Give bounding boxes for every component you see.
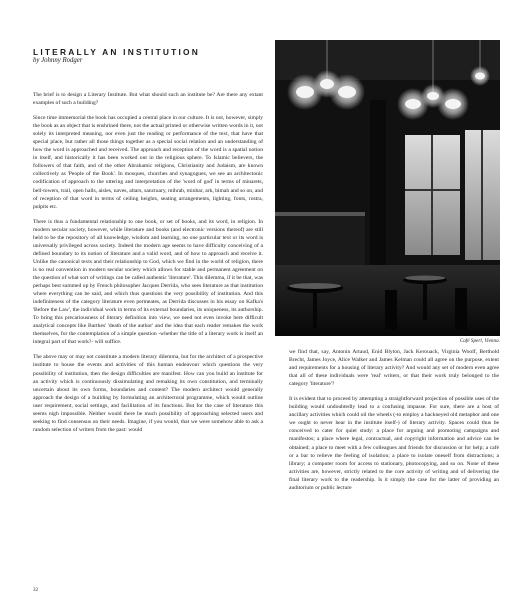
right-column <box>289 348 499 499</box>
left-column <box>33 91 263 441</box>
page-number: 32 <box>33 588 38 593</box>
left-paragraph-4: The above may or may not constitute a modern literary dilemma, but for the architect of a prospective institute to house the events and activities of this human endeavour which questions the very possibility of institution, then the design difficulties are manifest. How can you build an institute for an activity which is continuously dissimulating and remaking its own constitution, and terminally uncertain about its own forms, boundaries and content? The modern architect would generally approach the design of a building by formulating an architectural programme, which would outline user requirement, social settings, and facilitation of its functions. But for the case of literature this seems nigh impossible. Neither would there be much possibility of approaching selected users and seeking to find consensus on their needs. Imagine, if you would, that we were somehow able to ask a random selection of writers from the past: would <box>33 354 263 433</box>
right-paragraph-1: we find that, say, Antonin Artaud, Enid Blyton, Jack Kerouack, Virginia Woolf, Berthold Brecht, James Joyce, Alice Walker and James Kelman could all agree on the purpose, extent and requirements for a housing of literary activity? And would any set of modern even agree that all of these individuals were 'real' writers, or that their work truly belonged to the category 'literature'? <box>289 349 499 388</box>
cafe-interior-illustration <box>275 40 500 336</box>
left-paragraph-1: The brief is to design a Literary Institute. But what should such an institute be? Are there any extant examples of such a building? <box>33 92 263 107</box>
right-paragraph-2: It is evident that to proceed by attempting a straightforward projection of possible uses of the building would undoubtedly lead to a confusing impasse. For sure, there are a host of ancillary activities which could oil the wheels (-to employ a hackneyed old metaphor and one we ought to never hear in the institute itself-) of literary activity. Spaces could thus be conceived to cater for quiet study: a place for arguing and promoting campaigns and manifestos; a place where legal, contractual, and copyright information and advice can be obtained; a place to meet with a few colleagues and friends for discussion or for help; a café or a bar to relieve the feeling of isolation; a place to isolate oneself from distractions; a library; a computer room for access to stationary, photocopying, and so on. None of these activities are, however, strictly related to the core activity of writing and of delivering the final literary work to the readership. Is it simply the case for the latter of providing an auditorium or public lecture <box>289 396 499 491</box>
article-byline: by Johnny Rodger <box>33 57 83 64</box>
cafe-interior-photo <box>275 40 500 336</box>
article-title: LITERALLY AN INSTITUTION <box>33 47 200 57</box>
photo-caption: Café Sperl, Vienna. <box>459 338 500 344</box>
left-paragraph-3: There is thus a fundamental relationship to one book, or set of books, and its word, in religion. In modern secular society, however, while literature and books (and electronic versions thereof) are still held to be the repository of all knowledge, wisdom and learning, no one particular text or its word is universally privileged across society. Indeed the modern age seems to have difficulty conceiving of a defined boundary to its notion of literature and a valid word, and of how to approach and receive it. Unlike the canonical texts and their relationship to God, which we find in the world of religion, there is no real convention in modern secular society which allows for stable and permanent agreement on the question of what sort of writings can be called authentic 'literature'. This dilemma, if it be that, was perhaps best summed up by French philosopher Jacques Derrida, who sees literature as that institution where everything can be said, and which thus questions the very possibility of institution. And this indefiniteness of the category literature even permeates, as Derrida discusses in his essay on Kafka's 'Before the Law', the individual work in terms of its external boundaries, its uniqueness, its authorship. To bring this precariousness of literary definition into view, we need not even invoke here difficult analytical concepts like Barthes' 'death of the author' and the idea that each reader remakes the work themselves, for the contemplation of a simple question -whether the title of a literary work is itself an integral part of that work?- will suffice. <box>33 218 263 346</box>
left-paragraph-2: Since time immemorial the book has occupied a central place in our culture. It is not, however, simply the book as an object that is enshrined there, not the actual printed or otherwise written words in it, not solely its interpreted meaning, nor even just the reading or performance of the text, that have that special place, but rather all those things together as a special social relation and an understanding of how the word is approached and received. The approach and reception of the word is a spatial notion in itself, and historically it has been worked out in the religious sphere. To Islamic believers, the followers of that faith, and of the other Abrahamic religions, Christianity and Judaism, are known collectively as 'People of the Book'. In mosques, churches and synagogues, we see an architectonic codification of approach to the uttering and interpretation of the 'word of god' in terms of minarets, bell-towers, trail, open halls, aisles, naves, altars, sanctuary, mihrab, minbar, ark, bimah and so on, and of reception of that word in terms of ceiling heights, seating arrangements, lighting, fonts, rostra, pulpits etc. <box>33 115 263 210</box>
